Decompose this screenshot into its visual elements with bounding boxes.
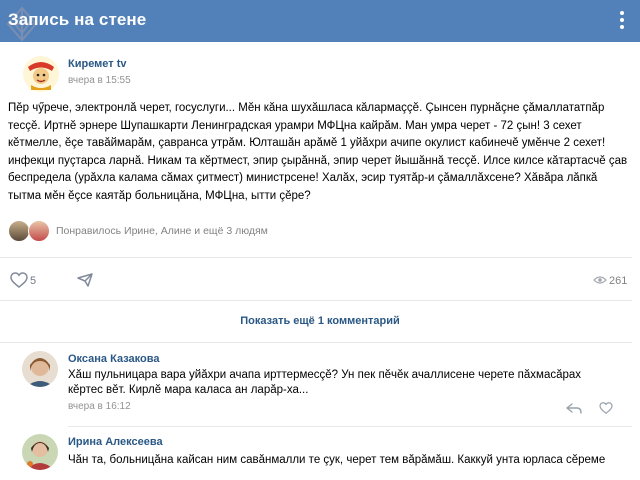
- comment-author[interactable]: Оксана Казакова: [68, 353, 160, 365]
- share-icon[interactable]: [76, 272, 94, 288]
- comment-author[interactable]: Ирина Алексеева: [68, 436, 163, 448]
- divider: [0, 342, 632, 343]
- post-author[interactable]: Киремет tv: [68, 58, 127, 70]
- title-bar: [0, 0, 640, 42]
- liked-by-text[interactable]: Понравилось Ирине, Алине и ещё 3 людям: [56, 225, 268, 237]
- channel-logo-icon: [22, 55, 60, 93]
- heart-icon[interactable]: [10, 272, 28, 288]
- post-text: Пĕр чӳрече, электронлă черет, госуслуги... Мĕн кăна шухăшласа кăлармаççĕ. Çынсен пурнăçне çăмаллататпăр тесçĕ. Иртнĕ эрнере Шупашкарти Ленинградская урамри МФЦна кайрăм. Ман умра черет - 72 çын! 3 сехет кĕтмелле, ĕçе тавăймарăм, çавранса утрăм. Юлташăн арăмĕ 1 уйăхри ачипе окулист кабинечĕ умĕнче 2 сехет! инфекци пуçтарса ларнă. Никам та кĕртмест, эпир çырăннă, эпир черет йышăннă тесçĕ. Илсе килсе кăтартасчĕ çав беспредела (урăхла калама сăмах çитмест) министрсене! Халăх, эсир туятăр-и çăмаллăхсене? Хăвăра лăпкă тытма мĕн ĕçсе каятăр больницăна, МФЦна, ытти çĕре?: [8, 102, 628, 202]
- divider: [68, 426, 632, 427]
- liker-avatar[interactable]: [28, 220, 50, 242]
- liker-avatar[interactable]: [8, 220, 30, 242]
- show-more-comments-link[interactable]: Показать ещё 1 комментарий: [240, 315, 400, 327]
- divider: [0, 300, 632, 301]
- user-photo-icon: [22, 434, 58, 470]
- eye-icon: [593, 275, 607, 285]
- views-count: 261: [609, 275, 628, 287]
- post-actions: [0, 260, 640, 300]
- avatar[interactable]: [22, 55, 60, 93]
- like-count: 5: [30, 275, 37, 287]
- comment-date: вчера в 16:12: [68, 401, 131, 412]
- more-menu-icon[interactable]: [620, 11, 624, 31]
- avatar[interactable]: [22, 351, 58, 387]
- page-title: Запись на стене: [8, 10, 147, 29]
- comment-text: Хăш пульницара вара уйăхри ачапа ирттермесçĕ? Ун пек пĕчĕк ачаллисене черете пăхмасăрах кĕртес вĕт. Кирлĕ мара каласа ан ларăр-ха...: [68, 369, 582, 396]
- post-date: вчера в 15:55: [68, 75, 131, 86]
- comment-text: Чăн та, больницăна кайсан ним савăнмалли те çук, черет тем вăрăмăш. Каккуй унта юрласа сĕреме: [68, 454, 606, 466]
- avatar[interactable]: [22, 434, 58, 470]
- user-photo-icon: [22, 351, 58, 387]
- heart-icon[interactable]: [599, 402, 613, 414]
- divider: [0, 257, 632, 258]
- reply-arrow-icon[interactable]: [566, 402, 582, 414]
